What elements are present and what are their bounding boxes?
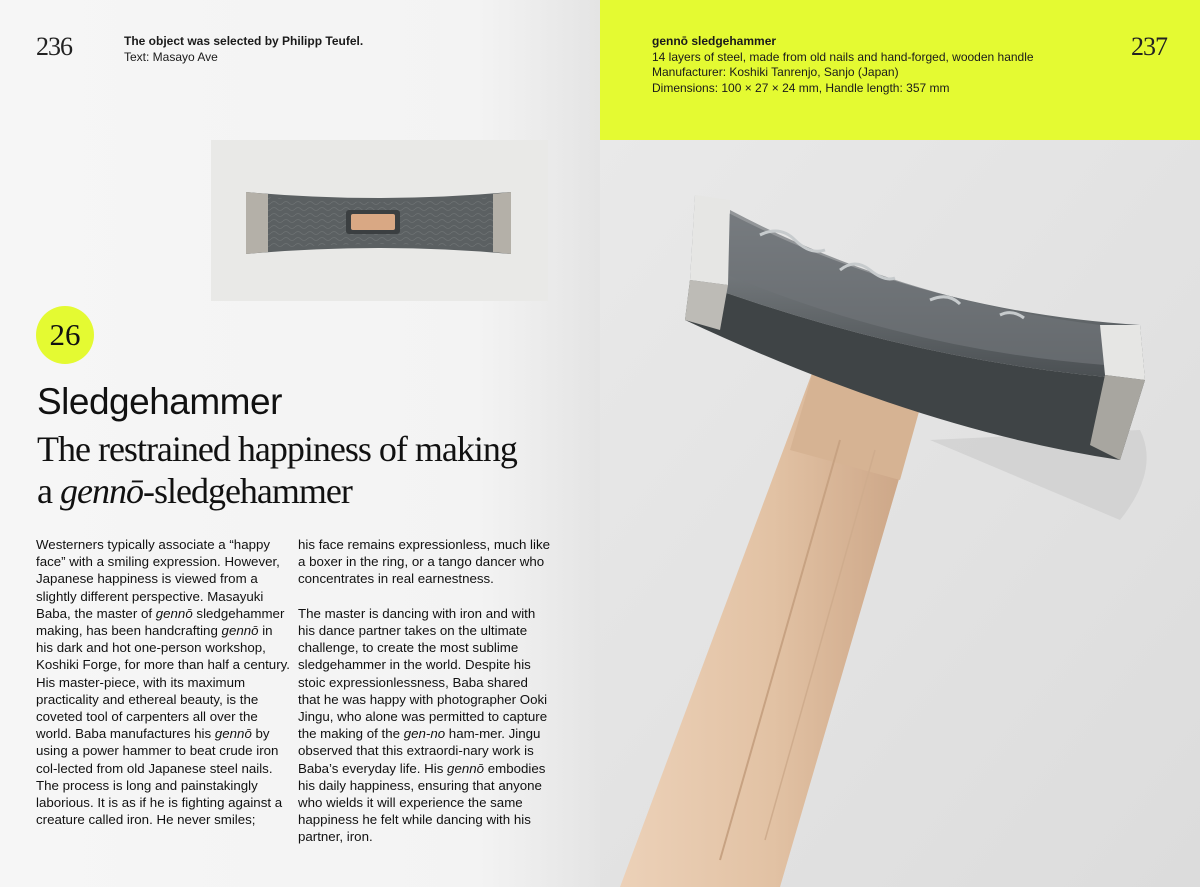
object-dimensions: Dimensions: 100 × 27 × 24 mm, Handle length: 357 mm <box>652 80 950 95</box>
credit-block <box>124 34 363 65</box>
page-number-left: 236 <box>36 32 72 61</box>
subtitle <box>37 428 557 512</box>
object-caption <box>652 34 1034 96</box>
body-column-2 <box>298 536 553 846</box>
body-paragraph: Westerners typically associate a “happy face” with a smiling expression. However, Japanese happiness is viewed from a slightly different perspective. Masayuki Baba, the master of gennō sledgehammer making, has been handcrafting gennō in his dark and hot one-person workshop, Koshiki Forge, for more than half a century. His master-piece, with its maximum practicality and ethereal beauty, is the coveted tool of carpenters all over the world. Baba manufactures his gennō by using a power hammer to beat crude iron col-lected from old Japanese steel nails. The process is long and painstakingly laborious. It is as if he is fighting against a creature called iron. He never smiles; <box>36 537 290 828</box>
selected-by: The object was selected by Philipp Teufel. <box>124 34 364 48</box>
body-paragraph: his face remains expressionless, much like a boxer in the ring, or a tango dancer who concentrates in real earnestness. <box>298 537 551 587</box>
right-page <box>600 0 1200 887</box>
text-author: Text: Masayo Ave <box>124 49 218 64</box>
page-number-right: 237 <box>1131 32 1167 61</box>
body-paragraph: The master is dancing with iron and with his dance partner takes on the ultimate challenge, to create the most sublime sledgehammer in the world. Despite his stoic expressionlessness, Baba shared that he was happy with photographer Ooki Jingu, who alone was permitted to capture the making of the gen-no ham-mer. Jingu observed that this extraordi-nary work is Baba’s everyday life. His gennō embodies his daily happiness, ensuring that anyone who wields it will experience the same happiness he felt while dancing with his partner, iron. <box>298 605 548 845</box>
sledgehammer-photo <box>600 140 1200 887</box>
entry-number-badge: 26 <box>36 306 94 364</box>
subtitle-line-1: The restrained happiness of making <box>37 429 517 469</box>
hammer-head-top-view-photo <box>211 140 548 301</box>
object-title: gennō sledgehammer <box>652 34 777 48</box>
body-column-1 <box>36 536 291 828</box>
subtitle-line-2: a gennō-sledgehammer <box>37 471 352 511</box>
page-title: Sledgehammer <box>37 381 282 422</box>
object-manufacturer: Manufacturer: Koshiki Tanrenjo, Sanjo (Japan) <box>652 65 899 79</box>
object-material: 14 layers of steel, made from old nails and hand-forged, wooden handle <box>652 49 1034 64</box>
